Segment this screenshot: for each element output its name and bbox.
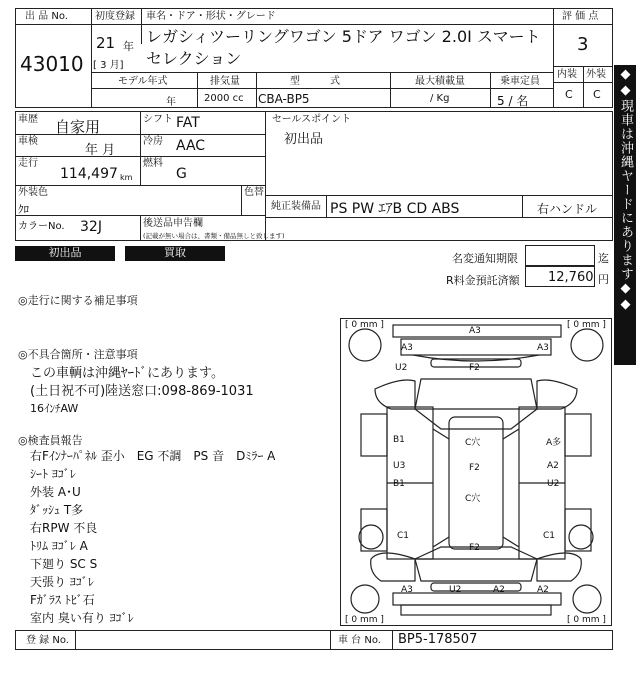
- inspector-title: ◎検査員報告: [18, 434, 83, 447]
- damage-code: F2: [469, 363, 480, 373]
- chassis-value: BP5-178507: [398, 632, 478, 647]
- damage-code: C1: [543, 531, 556, 541]
- interior-score: C: [565, 88, 573, 101]
- recycle-value: 12,760: [548, 270, 594, 285]
- shift-label: シフト: [143, 114, 173, 125]
- color-change-label: 色替: [244, 187, 264, 198]
- diagram-corner-label: [ 0 mm ]: [567, 320, 606, 330]
- diagram-corner-label: [ 0 mm ]: [345, 615, 384, 625]
- damage-code: U2: [395, 363, 408, 373]
- first-reg-month: [ 3 月]: [93, 60, 124, 71]
- damage-code: A多: [546, 438, 562, 448]
- side-banner-text: ◆◆現車は沖縄ヤードにあります◆◆: [618, 67, 633, 313]
- score-value: 3: [577, 34, 589, 55]
- damage-code: A3: [401, 343, 413, 353]
- tag-first-listing-text: 初出品: [48, 246, 82, 259]
- tag-purchase: [125, 246, 225, 261]
- model-year-unit: 年: [166, 97, 176, 108]
- sales-point-value: 初出品: [284, 132, 324, 147]
- first-reg-year-unit: 年: [123, 40, 134, 53]
- damage-code: F2: [469, 543, 480, 553]
- color-no-label: カラーNo.: [18, 221, 65, 232]
- damage-code: U2: [547, 479, 560, 489]
- damage-code: B1: [393, 479, 405, 489]
- equip-label: 純正装備品: [271, 201, 321, 212]
- recycle-unit: 円: [598, 273, 609, 286]
- inspector-line: ﾀﾞｯｼｭ T多: [30, 503, 84, 517]
- damage-code: A3: [401, 585, 413, 595]
- inspector-line: 天張り ﾖｺﾞﾚ: [30, 575, 94, 589]
- side-banner: [614, 65, 636, 365]
- first-reg-label: 初度登録: [95, 11, 135, 22]
- first-reg-year: 21: [96, 34, 116, 52]
- handle-value: 右ハンドル: [537, 202, 598, 216]
- damage-code: U2: [449, 585, 462, 595]
- tag-first-listing: [15, 246, 115, 261]
- defect-line: 16ｲﾝﾁAW: [30, 402, 79, 415]
- ac-label: 冷房: [143, 136, 163, 147]
- capacity-value: 5 / 名: [497, 94, 529, 108]
- shift-value: FAT: [176, 115, 200, 131]
- type-value: CBA-BP5: [258, 92, 310, 106]
- fuel-value: G: [176, 166, 187, 182]
- sales-point-label: セールスポイント: [272, 114, 352, 125]
- damage-code: U3: [393, 461, 406, 471]
- damage-code: A2: [537, 585, 549, 595]
- score-label: 評 価 点: [562, 11, 599, 22]
- inspection-label: 車検: [18, 136, 38, 147]
- displacement-label: 排気量: [210, 76, 240, 87]
- equip-value: PS PW ｴｱB CD ABS: [330, 201, 460, 217]
- footer-frame: [15, 630, 613, 650]
- drive-notes-title: ◎走行に関する補足事項: [18, 294, 138, 307]
- displacement-value: 2000 cc: [204, 93, 244, 104]
- damage-code: A3: [537, 343, 549, 353]
- history-value: 自家用: [55, 118, 101, 136]
- interior-label: 内装: [557, 69, 577, 80]
- defect-line: この車輌は沖縄ﾔｰﾄﾞにあります。: [30, 366, 224, 381]
- lot-number: 43010: [20, 52, 84, 76]
- load-value: / Kg: [430, 93, 450, 104]
- ext-color-value: ｸﾛ: [18, 203, 29, 216]
- ac-value: AAC: [176, 138, 206, 154]
- history-label: 車歴: [18, 114, 38, 125]
- after-delivery-note: (記載が無い場合は、書類・備品無しと致します): [143, 232, 285, 240]
- inspector-line: ﾄﾘﾑ ﾖｺﾞﾚ A: [30, 539, 88, 553]
- mileage-unit: km: [120, 173, 133, 182]
- damage-code: A2: [547, 461, 559, 471]
- damage-code: A3: [469, 326, 481, 336]
- mileage-label: 走行: [18, 158, 38, 169]
- defect-notes-title: ◎不具合箇所・注意事項: [18, 348, 138, 361]
- name-change-unit: 迄: [598, 252, 609, 265]
- lot-label: 出 品 No.: [25, 11, 68, 22]
- car-diagram: [340, 318, 612, 626]
- reg-no-label: 登 録 No.: [26, 635, 69, 646]
- damage-code: C穴: [465, 438, 481, 448]
- diagram-corner-label: [ 0 mm ]: [567, 615, 606, 625]
- after-delivery-label: 後送品申告欄: [143, 218, 203, 229]
- damage-code: F2: [469, 463, 480, 473]
- ext-color-label: 外装色: [18, 187, 48, 198]
- damage-code: B1: [393, 435, 405, 445]
- chassis-label: 車 台 No.: [338, 635, 381, 646]
- damage-code: C1: [397, 531, 410, 541]
- color-no-value: 32J: [80, 219, 102, 235]
- inspector-line: 右Fｲﾝﾅｰﾊﾟﾈﾙ 歪小 EG 不調 PS 音 Dﾐﾗｰ A: [30, 449, 276, 463]
- damage-code: A2: [493, 585, 505, 595]
- model-year-label: モデル年式: [118, 76, 168, 87]
- inspector-line: Fｶﾞﾗｽ ﾄﾋﾞ石: [30, 593, 95, 607]
- mileage-value: 114,497: [60, 166, 118, 182]
- inspector-line: 外装 A･U: [30, 485, 81, 499]
- car-name-label: 車名・ドア・形状・グレード: [146, 11, 276, 22]
- car-name: レガシィツーリングワゴン 5ドア ワゴン 2.0I スマートセレクション: [146, 27, 541, 68]
- inspector-line: 室内 臭い有り ﾖｺﾞﾚ: [30, 611, 134, 625]
- fuel-label: 燃料: [143, 158, 163, 169]
- recycle-label: R料金預託済額: [446, 274, 520, 287]
- inspector-line: 下廻り SC S: [30, 557, 98, 571]
- capacity-label: 乗車定員: [500, 76, 540, 87]
- inspection-value: 年 月: [85, 143, 116, 158]
- tag-purchase-text: 買取: [164, 246, 186, 259]
- exterior-score: C: [593, 88, 601, 101]
- exterior-label: 外装: [586, 69, 606, 80]
- diagram-corner-label: [ 0 mm ]: [345, 320, 384, 330]
- name-change-box: [525, 245, 595, 266]
- defect-line: (土日祝不可)陸送窓口:098-869-1031: [30, 384, 254, 399]
- inspector-line: ｼｰﾄ ﾖｺﾞﾚ: [30, 467, 76, 481]
- type-label: 型 式: [290, 76, 340, 87]
- damage-code: C穴: [465, 494, 481, 504]
- name-change-label: 名変通知期限: [452, 252, 518, 265]
- inspector-line: 右RPW 不良: [30, 521, 98, 535]
- load-label: 最大積載量: [415, 76, 465, 87]
